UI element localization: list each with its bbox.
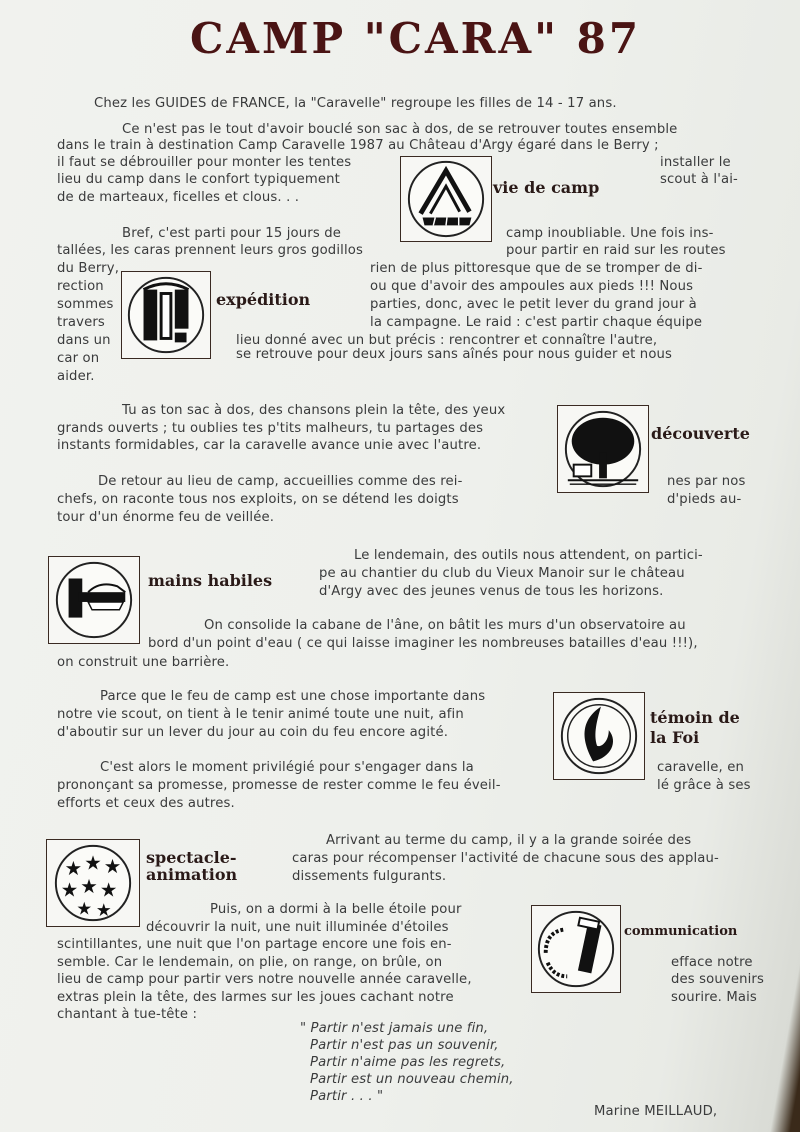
- expedition-icon: [121, 271, 211, 359]
- text-line: se retrouve pour deux jours sans aînés pour nous guider et nous: [236, 347, 673, 362]
- text-line: extras plein la tête, des larmes sur les joues cachant notre: [57, 990, 454, 1005]
- text-line: aider.: [57, 369, 95, 384]
- text-line: scout à l'ai-: [660, 172, 738, 187]
- text-line: lieu de camp pour partir vers notre nouvelle année caravelle,: [57, 972, 472, 987]
- svg-text:★: ★: [99, 878, 118, 902]
- text-line: lé grâce à ses: [657, 778, 751, 793]
- section-label-communication: communication: [624, 924, 738, 939]
- section-label-temoin-2: la Foi: [650, 728, 700, 747]
- text-line: instants formidables, car la caravelle avance unie avec l'autre.: [57, 438, 482, 453]
- text-line: dans un: [57, 333, 111, 348]
- text-line: d'pieds au-: [667, 492, 742, 507]
- text-line: De retour au lieu de camp, accueillies comme des rei-: [98, 474, 463, 489]
- text-line: caras pour récompenser l'activité de chacune sous des applau-: [292, 851, 719, 866]
- poem-line: Partir n'est pas un souvenir,: [310, 1038, 499, 1053]
- intro-text: Chez les GUIDES de FRANCE, la "Caravelle" regroupe les filles de 14 - 17 ans.: [94, 96, 617, 111]
- section-label-temoin-1: témoin de: [650, 708, 740, 727]
- text-line: Le lendemain, des outils nous attendent, on partici-: [354, 548, 703, 563]
- text-line: lieu donné avec un but précis : rencontrer et connaître l'autre,: [236, 333, 658, 348]
- svg-text:★: ★: [60, 878, 79, 902]
- text-line: On consolide la cabane de l'âne, on bâtit les murs d'un observatoire au: [204, 618, 686, 633]
- text-line: notre vie scout, on tient à le tenir animé toute une nuit, afin: [57, 707, 464, 722]
- text-line: efforts et ceux des autres.: [57, 796, 235, 811]
- text-line: pour partir en raid sur les routes: [506, 243, 726, 258]
- text-line: semble. Car le lendemain, on plie, on range, on brûle, on: [57, 955, 443, 970]
- poem-line: " Partir n'est jamais une fin,: [300, 1021, 489, 1036]
- poem-line: Partir n'aime pas les regrets,: [310, 1055, 506, 1070]
- text-line: la campagne. Le raid : c'est partir chaque équipe: [370, 315, 703, 330]
- text-line: grands ouverts ; tu oublies tes p'tits malheurs, tu partages des: [57, 421, 484, 436]
- text-line: travers: [57, 315, 105, 330]
- text-line: sourire. Mais: [671, 990, 757, 1005]
- section-label-spectacle-2: animation: [146, 865, 238, 884]
- text-line: tallées, les caras prennent leurs gros godillos: [57, 243, 364, 258]
- text-line: parties, donc, avec le petit lever du grand jour à: [370, 297, 697, 312]
- text-line: efface notre: [671, 955, 753, 970]
- signature: Marine MEILLAUD,: [594, 1104, 718, 1119]
- text-line: Tu as ton sac à dos, des chansons plein la tête, des yeux: [122, 403, 506, 418]
- text-line: dissements fulgurants.: [292, 869, 447, 884]
- text-line: bord d'un point d'eau ( ce qui laisse imaginer les nombreuses batailles d'eau !!!),: [148, 636, 698, 651]
- text-line: on construit une barrière.: [57, 655, 230, 670]
- text-line: de de marteaux, ficelles et clous. . .: [57, 190, 300, 205]
- text-line: Ce n'est pas le tout d'avoir bouclé son sac à dos, de se retrouver toutes ensemble: [122, 122, 678, 137]
- vie-de-camp-icon: [400, 156, 492, 242]
- text-line: nes par nos: [667, 474, 746, 489]
- svg-text:★: ★: [95, 901, 112, 922]
- text-line: sommes: [57, 297, 114, 312]
- svg-text:★: ★: [80, 874, 98, 898]
- text-line: scintillantes, une nuit que l'on partage encore une fois en-: [57, 937, 452, 952]
- text-line: du Berry,: [57, 261, 120, 276]
- svg-text:★: ★: [76, 899, 93, 920]
- section-label-spectacle-1: spectacle-: [146, 848, 237, 867]
- text-line: tour d'un énorme feu de veillée.: [57, 510, 275, 525]
- text-line: des souvenirs: [671, 972, 765, 987]
- text-line: C'est alors le moment privilégié pour s'engager dans la: [100, 760, 474, 775]
- text-line: Arrivant au terme du camp, il y a la grande soirée des: [326, 833, 692, 848]
- text-line: caravelle, en: [657, 760, 744, 775]
- section-label-vie-de-camp: vie de camp: [493, 178, 600, 197]
- text-line: ou que d'avoir des ampoules aux pieds !!! Nous: [370, 279, 694, 294]
- section-label-decouverte: découverte: [651, 424, 750, 443]
- text-line: dans le train à destination Camp Caravelle 1987 au Château d'Argy égaré dans le Berry ;: [57, 138, 659, 153]
- poem-line: Partir . . . ": [310, 1089, 384, 1104]
- text-line: lieu du camp dans le confort typiquement: [57, 172, 341, 187]
- text-line: d'aboutir sur un lever du jour au coin du feu encore agité.: [57, 725, 449, 740]
- text-line: camp inoubliable. Une fois ins-: [506, 226, 714, 241]
- mains-habiles-icon: [48, 556, 140, 644]
- text-line: pe au chantier du club du Vieux Manoir sur le château: [319, 566, 685, 581]
- section-label-expedition: expédition: [216, 290, 311, 309]
- temoin-de-la-foi-icon: [553, 692, 645, 780]
- text-line: car on: [57, 351, 100, 366]
- text-line: installer le: [660, 155, 731, 170]
- communication-icon: [531, 905, 621, 993]
- poem-line: Partir est un nouveau chemin,: [310, 1072, 514, 1087]
- text-line: Puis, on a dormi à la belle étoile pour: [210, 902, 462, 917]
- text-line: Parce que le feu de camp est une chose importante dans: [100, 689, 486, 704]
- text-line: rien de plus pittoresque que de se tromper de di-: [370, 261, 703, 276]
- svg-text:★: ★: [84, 851, 102, 875]
- decouverte-icon: [557, 405, 649, 493]
- text-line: rection: [57, 279, 104, 294]
- svg-text:★: ★: [64, 857, 83, 881]
- text-line: chantant à tue-tête :: [57, 1007, 198, 1022]
- svg-text:★: ★: [103, 855, 122, 879]
- spectacle-animation-icon: [46, 839, 140, 927]
- page-title: CAMP "CARA" 87: [190, 14, 642, 63]
- text-line: il faut se débrouiller pour monter les tentes: [57, 155, 352, 170]
- text-line: Bref, c'est parti pour 15 jours de: [122, 226, 341, 241]
- text-line: d'Argy avec des jeunes venus de tous les horizons.: [319, 584, 664, 599]
- text-line: prononçant sa promesse, promesse de rester comme le feu éveil-: [57, 778, 501, 793]
- section-label-mains-habiles: mains habiles: [148, 571, 273, 590]
- text-line: découvrir la nuit, une nuit illuminée d'étoiles: [146, 920, 449, 935]
- text-line: chefs, on raconte tous nos exploits, on se détend les doigts: [57, 492, 459, 507]
